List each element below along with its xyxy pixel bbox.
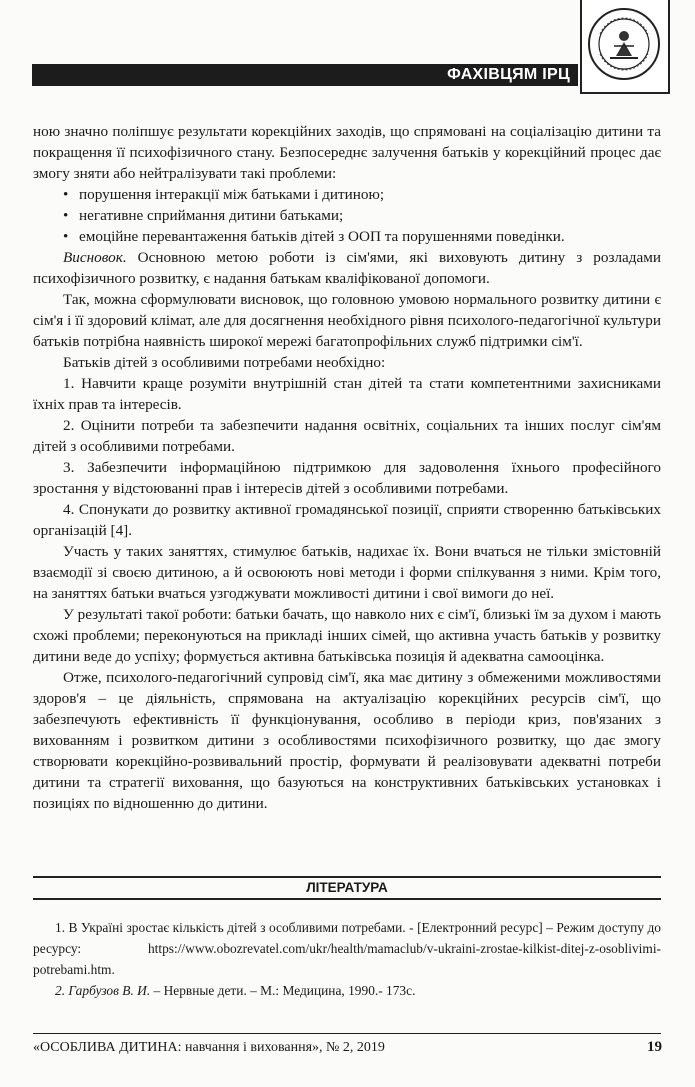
section-title: ФАХІВЦЯМ ІРЦ [447,66,570,83]
numbered-item: 3. Забезпечити інформаційною підтримкою для задоволення їхнього професійного зростання у відстоюванні прав і інтересів дітей з особливими потребами. [33,459,661,497]
numbered-item: 4. Спонукати до розвитку активної громадянської позиції, сприяти створенню батьківських організацій [4]. [33,501,661,539]
paragraph: Так, можна сформулювати висновок, що головною умовою нормального розвитку дитини є сім'я і її здоровий клімат, але для досягнення необхідного рівня психолого-педагогічної культури батьків потрібна наявність широкої мережі багатопрофільних служб підтримки сім'ї. [33,291,661,350]
paragraph: Батьків дітей з особливими потребами необхідно: [63,354,386,371]
journal-logo-frame [580,0,670,94]
reference-item: 2. Гарбузов В. И. – Нервные дети. – М.: Медицина, 1990.- 173с. [55,983,416,998]
bullet-item: • негативне сприймання дитини батьками; [63,207,344,224]
paragraph: Отже, психолого-педагогічний супровід сім'ї, яка має дитину з обмеженими можливостями здоров'я – це діяльність, спрямована на актуалізацію корекційних ресурсів сім'ї, що забезпечують ефективність її функціонування, особливо в періоди криз, пов'язаних з вихованням і розвитком дитини з особливостями психофізичного розвитку, що дає змогу створювати корекційно-розвивальний простір, формувати й реалізовувати адекватні потреби дитини та стратегії виховання, що базуються на конструктивних батьківських установках і позиціях по відношенню до дитини. [33,669,661,812]
paragraph: У результаті такої роботи: батьки бачать, що навколо них є сім'ї, близькі їм за духом і мають схожі проблеми; переконуються на прикладі інших сімей, що активна участь батьків у розвитку дитини веде до успіху; формується активна батьківська позиція й адекватна самооцінка. [33,606,661,665]
bullet-icon: • [63,207,69,224]
reference-item: 1. В Україні зростає кількість дітей з особливими потребами. - [Електронний ресурс] – Режим доступу до ресурсу: https://www.obozrevatel.com/ukr/health/mamaclub/v-ukraini-zrostae-kilkist-ditej-z-osoblivimi-potrebami.htm. [33,920,661,977]
numbered-item: 2. Оцінити потреби та забезпечити надання освітніх, соціальних та інших послуг сім'ям дітей з особливими потребами. [33,417,661,455]
numbered-item: 1. Навчити краще розуміти внутрішній стан дітей та стати компетентними захисниками їхніх прав та інтересів. [33,375,661,413]
footer-divider [33,1033,661,1034]
paragraph: ною значно поліпшує результати корекційних заходів, що спрямовані на соціалізацію дитини та покращення її психофізичного стану. Безпосереднє залучення батьків у корекційний процес дає змогу зняти або нейтралізувати такі проблеми: [33,123,661,182]
footer-journal-title: «ОСОБЛИВА ДИТИНА: навчання і виховання», № 2, 2019 [33,1040,385,1055]
conclusion-paragraph: Висновок. Основною метою роботи із сім'ями, які виховують дитину з розладами психофізичного розвитку, є надання батькам кваліфікованої допомоги. [33,249,661,287]
reference-author: 2. Гарбузов В. И. [55,983,151,998]
reference-list [33,917,661,1001]
bullet-icon: • [63,186,69,203]
journal-seal-logo [586,6,662,82]
literature-heading: ЛІТЕРАТУРА [33,876,661,900]
section-header-bar [32,64,578,86]
bullet-icon: • [63,228,69,245]
bullet-item: • порушення інтеракції між батьками і дитиною; [63,186,385,203]
paragraph: Участь у таких заняттях, стимулює батьків, надихає їх. Вони вчаться не тільки змістовній взаємодії зі своєю дитиною, а й освоюють нові методи і форми спілкування з ними. Крім того, на заняттях батьки вчаться узгоджувати можливості дитини і свої вимоги до неї. [33,543,661,602]
article-body [33,121,661,814]
page-number: 19 [647,1039,662,1055]
bullet-item: • емоційне перевантаження батьків дітей з ООП та порушеннями поведінки. [63,228,565,245]
conclusion-label: Висновок. [63,249,127,266]
